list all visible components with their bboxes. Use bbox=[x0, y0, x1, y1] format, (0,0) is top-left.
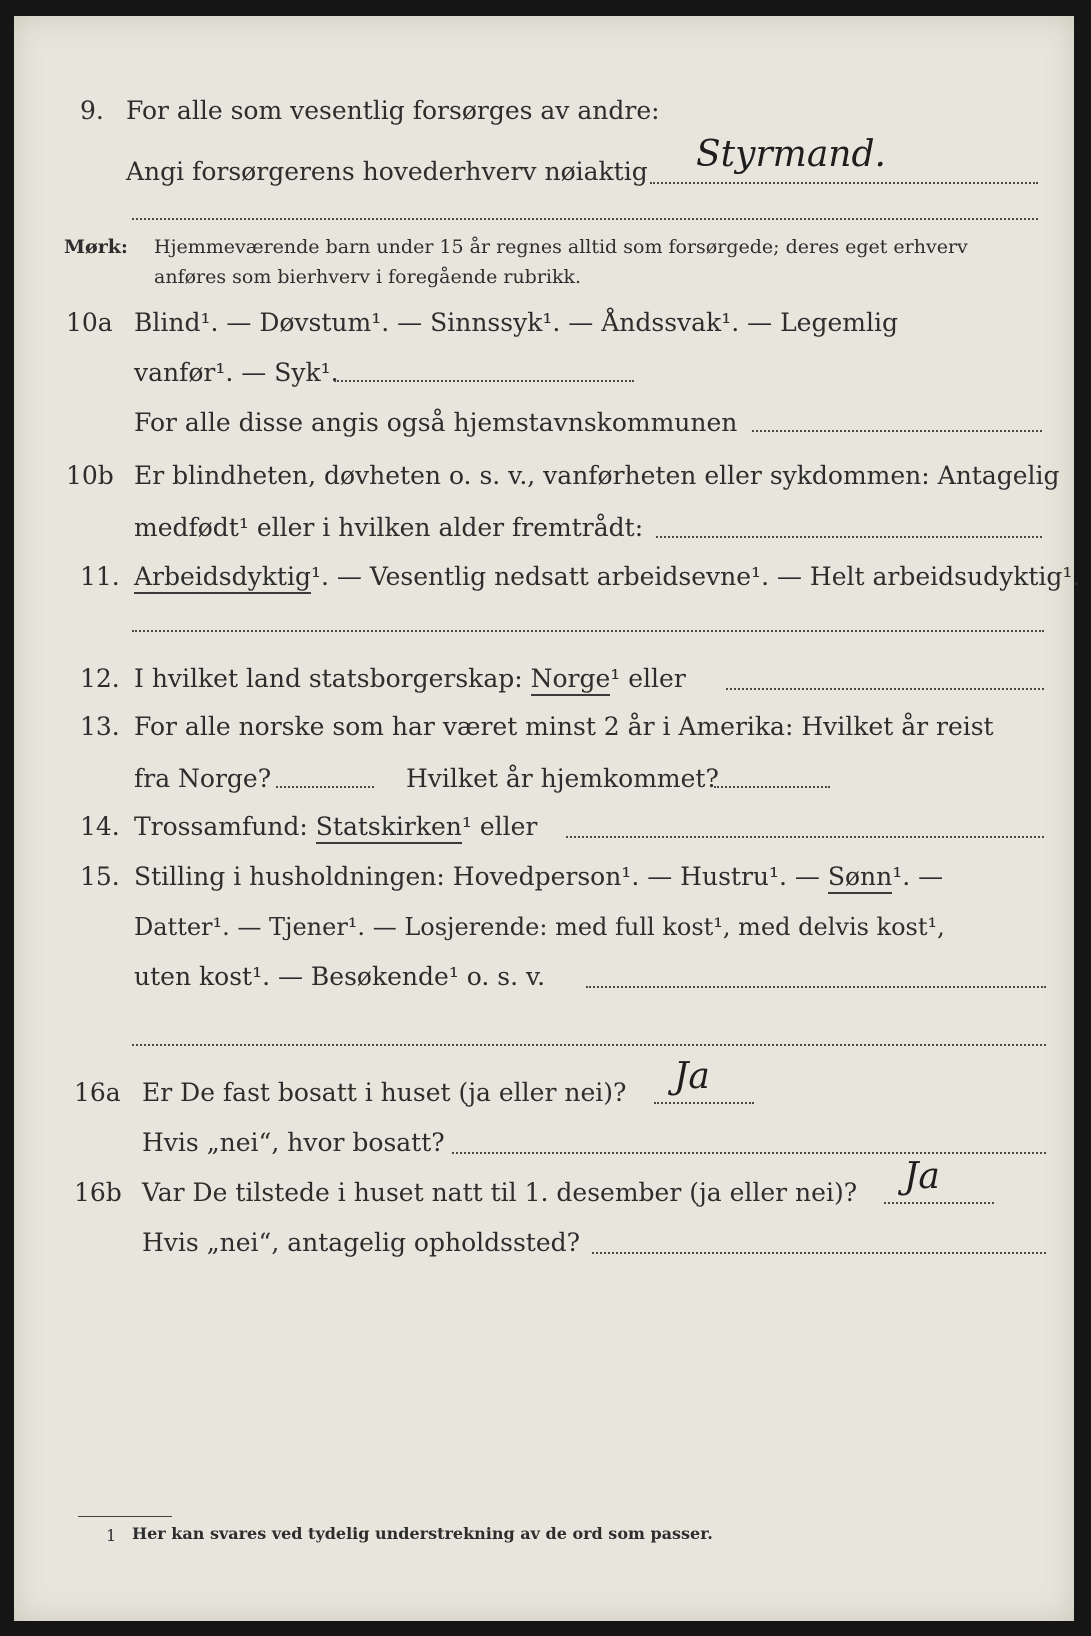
q13-reist-line bbox=[276, 786, 374, 788]
q16a-bosatt-line bbox=[452, 1152, 1046, 1154]
q16a-number: 16a bbox=[74, 1078, 121, 1107]
q9-answer-line bbox=[650, 182, 1038, 184]
q9-number: 9. bbox=[80, 96, 104, 125]
q14-answer-line bbox=[566, 836, 1044, 838]
q15-selected-option: Sønn bbox=[828, 862, 892, 894]
q15-line1a: Stilling i husholdningen: Hovedperson¹. — Hustru¹. — bbox=[134, 862, 820, 891]
note-line2: anføres som bierhverv i foregående rubrikk. bbox=[154, 266, 582, 288]
q10b-answer-line bbox=[656, 536, 1042, 538]
q10a-line3: For alle disse angis også hjemstavnskommunen bbox=[134, 408, 738, 437]
footnote-text: Her kan svares ved tydelig understrekning av de ord som passer. bbox=[132, 1524, 713, 1543]
q10a-number: 10a bbox=[66, 308, 113, 337]
census-form-page bbox=[14, 16, 1081, 1621]
q15-answer-line bbox=[586, 986, 1046, 988]
q16b-handwritten-answer: Ja bbox=[904, 1156, 940, 1197]
q12-number: 12. bbox=[80, 664, 120, 693]
q15-number: 15. bbox=[80, 862, 120, 891]
q13-number: 13. bbox=[80, 712, 120, 741]
footnote-rule bbox=[78, 1516, 172, 1517]
q16b-opholdssted-line bbox=[592, 1252, 1046, 1254]
q15-line3: uten kost¹. — Besøkende¹ o. s. v. bbox=[134, 962, 546, 991]
q10b-number: 10b bbox=[66, 461, 114, 490]
footnote-mark: 1 bbox=[106, 1526, 117, 1545]
q11-rest: ¹. — Vesentlig nedsatt arbeidsevne¹. — Helt arbeidsudyktig¹. bbox=[310, 562, 1081, 591]
q9-line1: For alle som vesentlig forsørges av andre: bbox=[126, 96, 660, 125]
q13-line1: For alle norske som har været minst 2 år i Amerika: Hvilket år reist bbox=[134, 712, 994, 741]
note-line1: Hjemmeværende barn under 15 år regnes alltid som forsørgede; deres eget erhverv bbox=[154, 236, 968, 258]
q13-hjemkommet-line bbox=[714, 786, 830, 788]
q10a-syk-line bbox=[334, 380, 634, 382]
q12-answer-line bbox=[726, 688, 1044, 690]
q9-handwritten-answer: Styrmand. bbox=[696, 134, 886, 175]
q14-question: Trossamfund: bbox=[134, 812, 308, 841]
q12-selected-option: Norge bbox=[531, 664, 611, 696]
q15-extra-line bbox=[132, 1044, 1046, 1046]
q16b-line2: Hvis „nei“, antagelig opholdssted? bbox=[142, 1228, 581, 1257]
q13-line2b: Hvilket år hjemkommet? bbox=[406, 764, 719, 793]
q14-selected-option: Statskirken bbox=[316, 812, 462, 844]
q9-line2: Angi forsørgerens hovederhverv nøiaktig bbox=[126, 157, 648, 186]
q10b-line1: Er blindheten, døvheten o. s. v., vanførheten eller sykdommen: Antagelig bbox=[134, 461, 1060, 490]
q12-question: I hvilket land statsborgerskap: bbox=[134, 664, 523, 693]
q15-line1 bbox=[134, 862, 943, 892]
q15-line2: Datter¹. — Tjener¹. — Losjerende: med full kost¹, med delvis kost¹, bbox=[134, 913, 945, 941]
q9-extra-line bbox=[132, 218, 1038, 220]
q16b-line1: Var De tilstede i huset natt til 1. desember (ja eller nei)? bbox=[142, 1178, 858, 1207]
q10a-kommune-line bbox=[752, 430, 1042, 432]
q13-line2a: fra Norge? bbox=[134, 764, 272, 793]
q16a-handwritten-answer: Ja bbox=[674, 1056, 710, 1097]
q10b-line2: medfødt¹ eller i hvilken alder fremtrådt: bbox=[134, 513, 644, 542]
q16a-answer-line bbox=[654, 1102, 754, 1104]
q11-extra-line bbox=[132, 630, 1044, 632]
q16a-line2: Hvis „nei“, hvor bosatt? bbox=[142, 1128, 445, 1157]
q14-post: ¹ eller bbox=[461, 812, 538, 841]
note-label: Mørk: bbox=[64, 236, 128, 258]
q14-number: 14. bbox=[80, 812, 120, 841]
q15-line1b: ¹. — bbox=[892, 862, 944, 891]
q16b-number: 16b bbox=[74, 1178, 122, 1207]
q10a-line2: vanfør¹. — Syk¹. bbox=[134, 358, 339, 387]
q16a-line1: Er De fast bosatt i huset (ja eller nei)? bbox=[142, 1078, 627, 1107]
q12-post: ¹ eller bbox=[610, 664, 686, 693]
q12-line bbox=[134, 664, 686, 694]
q14-line bbox=[134, 812, 537, 842]
q11-line bbox=[134, 562, 1080, 592]
q10a-line1: Blind¹. — Døvstum¹. — Sinnssyk¹. — Åndssvak¹. — Legemlig bbox=[134, 308, 898, 337]
q11-number: 11. bbox=[80, 562, 120, 591]
q16b-answer-line bbox=[884, 1202, 994, 1204]
q11-selected-option: Arbeidsdyktig bbox=[134, 562, 311, 594]
